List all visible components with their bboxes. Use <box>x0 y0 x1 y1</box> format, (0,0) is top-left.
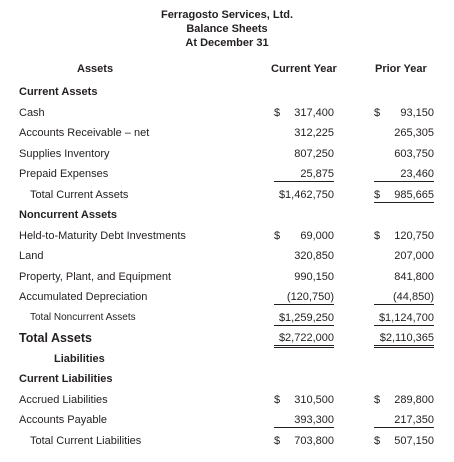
current-year-value: 703,800 <box>294 435 334 447</box>
section-current-assets <box>0 82 454 102</box>
current-year-cell <box>274 390 334 407</box>
current-year-cell <box>274 431 334 448</box>
table-row <box>0 103 454 123</box>
prior-year-cell <box>374 410 434 428</box>
dollar-sign: $ <box>374 230 381 242</box>
row-label: Supplies Inventory <box>19 148 110 160</box>
current-year-value: 69,000 <box>300 230 334 242</box>
prior-year-cell <box>374 144 434 161</box>
company-name: Ferragosto Services, Ltd. <box>160 9 294 21</box>
current-year-cell <box>274 164 334 182</box>
row-label: Property, Plant, and Equipment <box>19 271 172 283</box>
current-year-cell <box>274 328 334 348</box>
dollar-sign: $ <box>274 107 281 119</box>
prior-year-cell <box>374 328 434 348</box>
row-label: Cash <box>19 107 45 119</box>
prior-year-column-header: Prior Year <box>375 63 427 75</box>
prior-year-value: 217,350 <box>394 414 434 426</box>
current-year-cell <box>274 308 334 326</box>
dollar-sign: $ <box>374 435 381 447</box>
row-label: Land <box>19 250 44 262</box>
row-label: Held-to-Maturity Debt Investments <box>19 230 186 242</box>
dollar-sign: $ <box>274 394 281 406</box>
row-label: Current Assets <box>19 86 98 98</box>
prior-year-value: 207,000 <box>394 250 434 262</box>
dollar-sign: $ <box>374 107 381 119</box>
prior-year-value: 265,305 <box>394 127 434 139</box>
prior-year-value: 507,150 <box>394 435 434 447</box>
current-year-cell <box>274 185 334 202</box>
current-year-cell <box>274 267 334 284</box>
dollar-sign: $ <box>374 394 381 406</box>
grand-total-row <box>0 328 454 348</box>
prior-year-cell <box>374 267 434 284</box>
current-year-column-header: Current Year <box>271 63 337 75</box>
total-row <box>0 431 454 451</box>
current-year-value: 25,875 <box>300 168 334 180</box>
prior-year-value: $2,110,365 <box>379 332 434 344</box>
current-year-cell <box>274 287 334 305</box>
current-year-cell <box>274 123 334 140</box>
current-year-value: 807,250 <box>294 148 334 160</box>
section-noncurrent-assets <box>0 205 454 225</box>
prior-year-cell <box>374 287 434 305</box>
current-year-cell <box>274 103 334 120</box>
row-label: Accrued Liabilities <box>19 394 108 406</box>
current-year-value: 312,225 <box>294 127 334 139</box>
prior-year-value: 841,800 <box>394 271 434 283</box>
prior-year-value: $1,124,700 <box>378 312 434 324</box>
table-row <box>0 267 454 287</box>
row-label: Prepaid Expenses <box>19 168 109 180</box>
current-year-value: 990,150 <box>294 271 334 283</box>
total-row <box>0 185 454 205</box>
table-row <box>0 123 454 143</box>
current-year-cell <box>274 144 334 161</box>
prior-year-cell <box>374 390 434 407</box>
table-row <box>0 390 454 410</box>
row-label: Total Current Liabilities <box>30 435 142 447</box>
prior-year-cell <box>374 431 434 448</box>
prior-year-cell <box>374 103 434 120</box>
current-year-value: 393,300 <box>294 414 334 426</box>
table-row <box>0 287 454 307</box>
prior-year-cell <box>374 185 434 203</box>
total-row <box>0 308 454 328</box>
current-year-value: 317,400 <box>294 107 334 119</box>
row-label: Accounts Payable <box>19 414 108 426</box>
current-year-value: 310,500 <box>294 394 334 406</box>
current-year-value: $1,462,750 <box>278 189 334 201</box>
row-label: Noncurrent Assets <box>19 209 118 221</box>
prior-year-value: 93,150 <box>400 107 434 119</box>
current-year-value: $1,259,250 <box>278 312 334 324</box>
prior-year-value: 23,460 <box>400 168 434 180</box>
row-label: Accumulated Depreciation <box>19 291 148 303</box>
prior-year-value: 985,665 <box>394 189 434 201</box>
current-year-cell <box>274 410 334 428</box>
row-label: Current Liabilities <box>19 373 113 385</box>
prior-year-value: 120,750 <box>394 230 434 242</box>
statement-title: Balance Sheets <box>186 23 268 35</box>
section-current-liabilities <box>0 369 454 389</box>
current-year-cell <box>274 246 334 263</box>
prior-year-cell <box>374 308 434 326</box>
current-year-cell <box>274 226 334 243</box>
assets-column-header: Assets <box>77 63 114 75</box>
dollar-sign: $ <box>274 435 281 447</box>
dollar-sign: $ <box>274 230 281 242</box>
prior-year-value: 603,750 <box>394 148 434 160</box>
table-row <box>0 144 454 164</box>
row-label: Total Current Assets <box>30 189 129 201</box>
section-liabilities <box>0 349 454 369</box>
table-row <box>0 410 454 430</box>
current-year-value: 320,850 <box>294 250 334 262</box>
prior-year-cell <box>374 226 434 243</box>
prior-year-cell <box>374 164 434 182</box>
table-row <box>0 226 454 246</box>
current-year-value: $2,722,000 <box>278 332 334 344</box>
table-row <box>0 246 454 266</box>
row-label: Total Assets <box>19 331 92 345</box>
statement-date: At December 31 <box>185 37 269 49</box>
row-label: Total Noncurrent Assets <box>30 312 136 323</box>
prior-year-value: 289,800 <box>394 394 434 406</box>
current-year-value: (120,750) <box>286 291 334 303</box>
row-label: Liabilities <box>54 353 105 365</box>
prior-year-cell <box>374 123 434 140</box>
dollar-sign: $ <box>374 189 381 201</box>
prior-year-cell <box>374 246 434 263</box>
row-label: Accounts Receivable – net <box>19 127 150 139</box>
prior-year-value: (44,850) <box>393 291 434 303</box>
table-row <box>0 164 454 184</box>
